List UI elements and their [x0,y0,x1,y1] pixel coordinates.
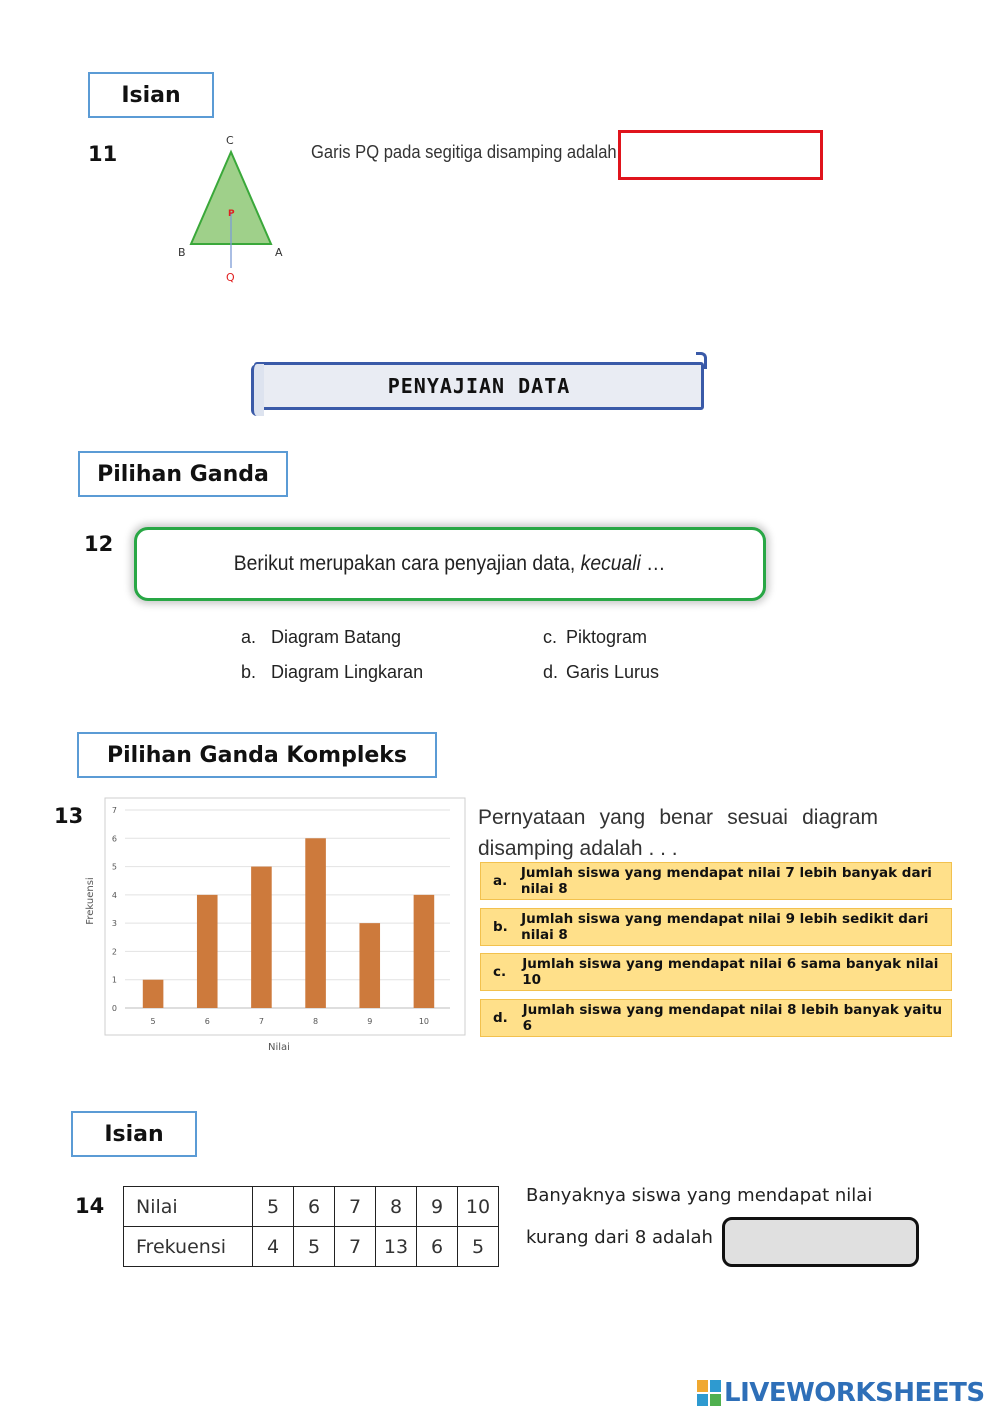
triangle-figure [170,128,300,288]
bar-9 [359,923,380,1008]
banner-scroll-left [251,364,264,416]
y-tick-label: 6 [111,834,117,844]
option-12-d[interactable] [543,662,659,683]
chart-xlabel: Nilai [268,1042,290,1053]
answer-input-11[interactable] [618,130,823,180]
option-13-a[interactable] [480,862,952,900]
option-text: Jumlah siswa yang mendapat nilai 6 sama banyak nilai 10 [522,956,939,988]
question-number-11: 11 [88,142,118,166]
question-13-statement: Pernyataan yang benar sesuai diagram disamping adalah . . . [478,806,878,860]
y-tick-label: 4 [111,890,117,900]
option-letter: c. [493,964,507,980]
table-cell: 7 [335,1227,376,1267]
banner-scroll-right [696,352,707,369]
bar-10 [414,895,435,1008]
x-tick-label: 7 [258,1017,264,1026]
question-11-text: Garis PQ pada segitiga disamping adalah [311,142,617,162]
table-cell: 5 [253,1187,294,1227]
option-12-c[interactable] [543,627,647,648]
bar-5 [143,980,164,1008]
option-13-b[interactable] [480,908,952,946]
option-letter: a. [241,627,257,647]
table-cell: 6 [294,1187,335,1227]
question-number-14: 14 [75,1194,105,1218]
label-b: B [178,246,186,259]
section-label-isian-14: Isian [71,1111,197,1157]
question-14-line1: Banyaknya siswa yang mendapat nilai [526,1185,873,1206]
table-cell: 8 [376,1187,417,1227]
option-letter: d. [493,1010,508,1026]
x-tick-label: 8 [313,1017,319,1026]
option-12-a[interactable] [241,627,401,648]
label-c: C [226,134,234,147]
question-12-card [134,527,766,601]
table-cell: 6 [417,1227,458,1267]
section-label-isian: Isian [88,72,214,118]
x-tick-label: 9 [367,1017,373,1026]
table-row [124,1227,499,1267]
option-text: Jumlah siswa yang mendapat nilai 8 lebih banyak yaitu 6 [522,1002,943,1034]
label-q: Q [226,271,235,284]
table-cell: 7 [335,1187,376,1227]
table-cell: 10 [458,1187,499,1227]
bar-6 [197,895,218,1008]
y-tick-label: 0 [111,1004,117,1013]
table-cell: Frekuensi [124,1227,253,1267]
chart-ylabel: Frekuensi [85,877,96,925]
table-cell: Nilai [124,1187,253,1227]
table-row [124,1187,499,1227]
option-13-d[interactable] [480,999,952,1037]
table-cell: 4 [253,1227,294,1267]
answer-input-14[interactable] [722,1217,919,1267]
section-banner [254,362,704,410]
option-letter: c. [543,627,558,647]
y-tick-label: 1 [111,975,117,985]
option-text: Diagram Lingkaran [271,662,424,682]
option-letter: b. [241,662,257,682]
option-letter: b. [493,919,508,935]
banner-title: PENYAJIAN DATA [387,374,571,398]
option-text: Diagram Batang [271,627,402,647]
question-14-line2: kurang dari 8 adalah [526,1227,713,1248]
y-tick-label: 7 [111,806,117,815]
section-label-pilihan-ganda: Pilihan Ganda [78,451,288,497]
table-cell: 5 [294,1227,335,1267]
option-text: Garis Lurus [566,662,660,682]
logo-text-live: LIVE [724,1378,787,1408]
table-cell: 5 [458,1227,499,1267]
option-12-b[interactable] [241,662,423,683]
x-tick-label: 10 [418,1017,430,1026]
y-tick-label: 3 [111,919,117,929]
option-text: Jumlah siswa yang mendapat nilai 7 lebih banyak dari nilai 8 [520,865,932,897]
table-cell: 13 [376,1227,417,1267]
frequency-table [123,1186,499,1267]
option-13-c[interactable] [480,953,952,991]
logo-text-worksheets: WORKSHEETS [786,1378,985,1408]
label-p: P [228,209,235,219]
bar-7 [251,867,272,1008]
question-12-text: Berikut merupakan cara penyajian data, kecuali … [234,552,666,575]
y-tick-label: 2 [111,947,117,957]
question-number-13: 13 [54,804,84,828]
bar-chart [80,795,470,1060]
option-letter: d. [543,662,559,682]
question-number-12: 12 [84,532,114,556]
option-text: Jumlah siswa yang mendapat nilai 9 lebih sedikit dari nilai 8 [521,911,929,943]
option-text: Piktogram [566,627,648,647]
bar-8 [305,838,326,1008]
y-tick-label: 5 [111,862,117,872]
logo-grid-icon [697,1380,721,1406]
label-a: A [275,246,283,259]
table-cell: 9 [417,1187,458,1227]
section-label-pilihan-ganda-kompleks: Pilihan Ganda Kompleks [77,732,437,778]
x-tick-label: 5 [150,1017,156,1026]
liveworksheets-logo [697,1378,985,1408]
option-letter: a. [493,873,508,889]
x-tick-label: 6 [204,1017,210,1026]
